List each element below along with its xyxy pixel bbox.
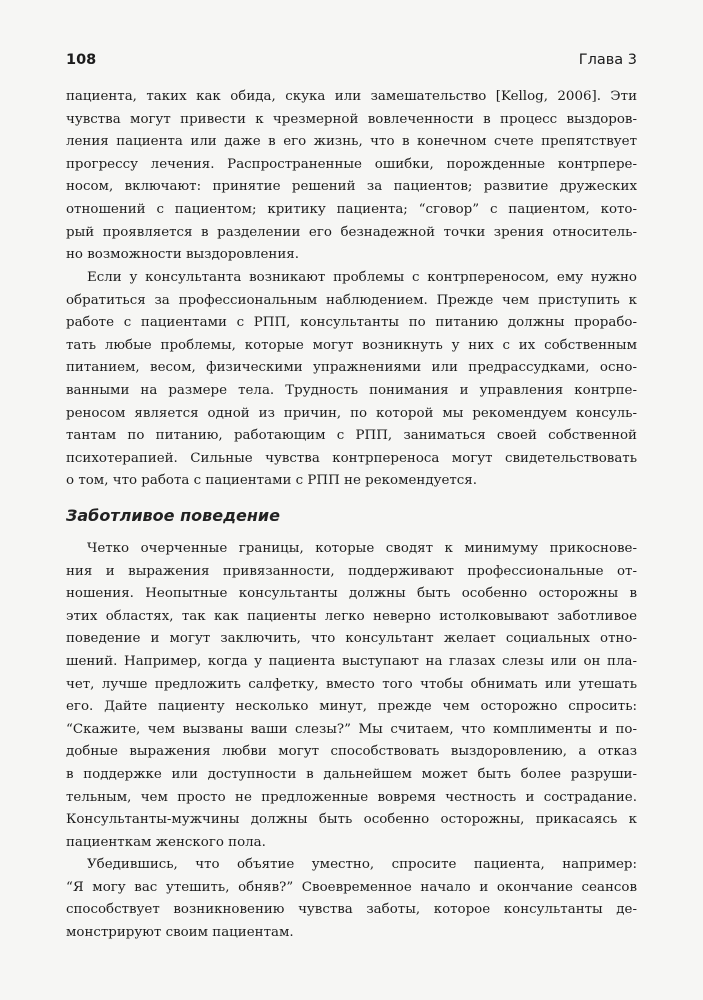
text-line: прогрессу лечения. Распространенные ошибки, порожденные контрпере- xyxy=(66,156,637,172)
chapter-title: Глава 3 xyxy=(578,52,637,68)
text-line: тельным, чем просто не предложенные вовремя честность и сострадание. xyxy=(66,789,637,805)
text-line: ления пациента или даже в его жизнь, что в конечном счете препятствует xyxy=(66,134,637,150)
text-line: ванными на размере тела. Трудность понимания и управления контрпе- xyxy=(66,382,637,398)
text-line: добные выражения любви могут способствовать выздоровлению, а отказ xyxy=(66,744,637,760)
paragraph-continued xyxy=(66,86,637,267)
text-line: ношения. Неопытные консультанты должны быть особенно осторожны в xyxy=(66,586,637,602)
text-line: поведение и могут заключить, что консультант желает социальных отно- xyxy=(66,631,637,647)
text-line: чет, лучше предложить салфетку, вместо того чтобы обнимать или утешать xyxy=(66,676,637,692)
text-line: питанием, весом, физическими упражнениями или предрассудками, осно- xyxy=(66,360,637,376)
text-line: Если у консультанта возникают проблемы с контрпереносом, ему нужно xyxy=(87,270,637,285)
text-line: отношений с пациентом; критику пациента; “сговор” с пациентом, кото- xyxy=(66,201,637,217)
text-line: носом, включают: принятие решений за пациентов; развитие дружеских xyxy=(66,179,637,195)
text-line: о том, что работа с пациентами с РПП не рекомендуется. xyxy=(66,473,477,489)
text-line: в поддержке или доступности в дальнейшем может быть более разруши- xyxy=(66,766,637,782)
text-line: тантам по питанию, работающим с РПП, заниматься своей собственной xyxy=(66,428,637,444)
text-line: реносом является одной из причин, по которой мы рекомендуем консуль- xyxy=(66,405,637,421)
paragraph-boundaries xyxy=(66,538,637,854)
section-heading: Заботливое поведение xyxy=(66,506,280,525)
text-line: шений. Например, когда у пациента выступают на глазах слезы или он пла- xyxy=(66,653,637,669)
text-line: рый проявляется в разделении его безнадежной точки зрения относитель- xyxy=(66,224,637,240)
text-line: Убедившись, что объятие уместно, спросите пациента, например: xyxy=(87,857,637,872)
text-line: способствует возникновению чувства заботы, которое консультанты де- xyxy=(66,902,637,918)
running-header xyxy=(66,52,637,72)
text-line: психотерапией. Сильные чувства контрпереноса могут свидетельствовать xyxy=(66,450,637,466)
text-line: работе с пациентами с РПП, консультанты по питанию должны прорабо- xyxy=(66,315,637,331)
text-line: пациенткам женского пола. xyxy=(66,834,266,850)
text-line: “Я могу вас утешить, обняв?” Своевременное начало и окончание сеансов xyxy=(66,879,637,895)
text-line: пациента, таких как обида, скука или замешательство [Kellog, 2006]. Эти xyxy=(66,89,637,104)
paragraph-countertransference xyxy=(66,267,637,493)
text-line: ния и выражения привязанности, поддерживают профессиональные от- xyxy=(66,563,637,579)
text-line: Четко очерченные границы, которые сводят к минимуму прикоснове- xyxy=(87,541,637,556)
text-line: “Скажите, чем вызваны ваши слезы?” Мы считаем, что комплименты и по- xyxy=(66,721,637,737)
text-line: его. Дайте пациенту несколько минут, прежде чем осторожно спросить: xyxy=(66,699,637,715)
text-line: этих областях, так как пациенты легко неверно истолковывают заботливое xyxy=(66,608,637,624)
text-line: чувства могут привести к чрезмерной вовлеченности в процесс выздоров- xyxy=(66,111,637,127)
text-line: обратиться за профессиональным наблюдением. Прежде чем приступить к xyxy=(66,292,637,308)
text-line: Консультанты-мужчины должны быть особенно осторожны, прикасаясь к xyxy=(66,812,637,828)
text-line: монстрируют своим пациентам. xyxy=(66,924,294,940)
text-line: тать любые проблемы, которые могут возникнуть у них с их собственным xyxy=(66,337,637,353)
paragraph-hug xyxy=(66,854,637,944)
text-line: но возможности выздоровления. xyxy=(66,247,299,263)
page-number: 108 xyxy=(66,52,97,68)
